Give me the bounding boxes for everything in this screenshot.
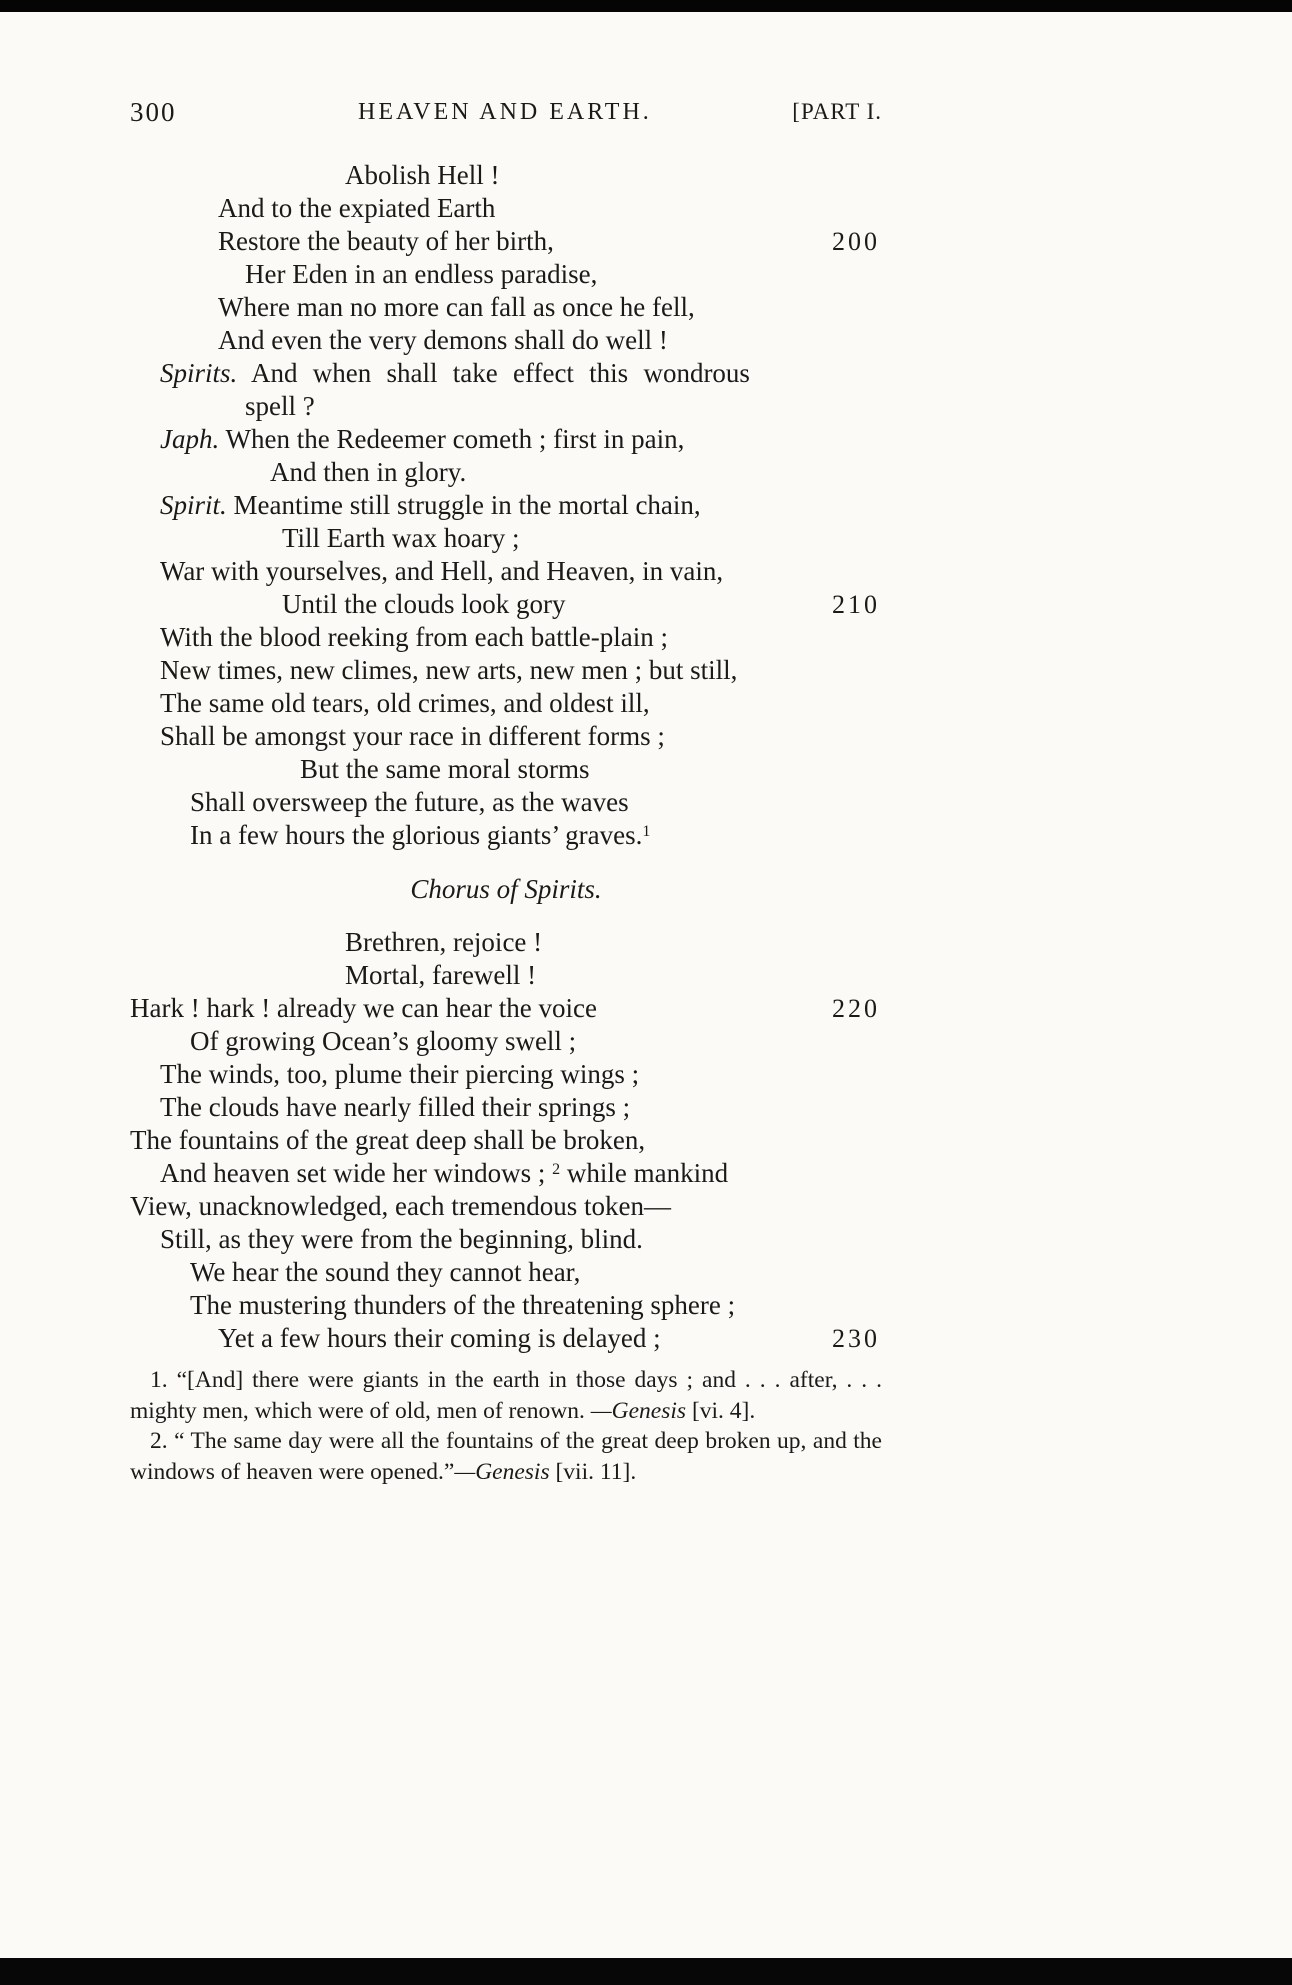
poem-line [130,959,882,992]
poem-line [130,1190,882,1223]
line-text: Her Eden in an endless paradise, [245,259,598,289]
poem-line [130,489,882,522]
line-text: spell ? [245,391,315,421]
line-text: The mustering thunders of the threatening sphere ; [190,1290,736,1320]
part-label: [PART I. [792,99,882,124]
footnote-text: [vii. 11]. [549,1458,637,1485]
line-text: Till Earth wax hoary ; [282,523,520,553]
speaker-label: Spirits. [160,358,238,388]
line-text: When the Redeemer cometh ; first in pain, [219,424,685,454]
poem-line [130,522,882,555]
line-text: With the blood reeking from each battle-plain ; [160,622,668,652]
poem-line [130,357,882,390]
footnote-text: “[And] there were giants in the earth in those days ; and . . . after, . . . mighty men, which were of old, men of renown. [130,1367,882,1424]
footnote-ref-1: 1 [642,823,651,840]
poem-line [130,588,882,621]
poem-line [130,555,882,588]
poem-line [130,654,882,687]
line-text: Abolish Hell ! [345,160,500,190]
footnote-number: 2. [150,1428,168,1454]
footnote-number: 1. [150,1367,168,1393]
footnote-text: “ The same day were all the fountains of the great deep broken up, and the windows of heaven were opened.” [130,1428,882,1485]
poem-line [130,720,882,753]
line-text: Of growing Ocean’s gloomy swell ; [190,1026,577,1056]
poem-chorus [130,926,882,1355]
line-text: Mortal, farewell ! [345,960,537,990]
footnote-2 [130,1426,882,1487]
poem-line [130,258,882,291]
poem-line [130,1289,882,1322]
footnote-text: [vi. 4]. [686,1397,756,1424]
speaker-label: Spirit. [160,490,227,520]
poem-line [130,687,882,720]
line-text: Shall oversweep the future, as the waves [190,787,629,817]
poem-line [130,291,882,324]
poem-line [130,1322,882,1355]
poem-line [130,992,882,1025]
line-text: while mankind [560,1158,729,1188]
line-text: The fountains of the great deep shall be broken, [130,1125,646,1155]
line-text: In a few hours the glorious giants’ graves. [190,820,643,850]
line-text: New times, new climes, new arts, new men ; but still, [160,655,738,685]
poem-line [130,819,882,852]
poem-line [130,1223,882,1256]
line-text: Meantime still struggle in the mortal chain, [226,490,701,520]
poem-line [130,1091,882,1124]
poem-line [130,1157,882,1190]
line-text: The same old tears, old crimes, and oldest ill, [160,688,650,718]
line-text: Brethren, rejoice ! [345,927,543,957]
poem-line [130,1124,882,1157]
line-text: And even the very demons shall do well ! [218,325,668,355]
scan-edge-bottom [0,1958,1292,1985]
footnote-citation: —Genesis [590,1397,687,1424]
chorus-heading: Chorus of Spirits. [410,874,602,904]
poem-line [130,225,882,258]
page-header [130,97,882,131]
line-text: And heaven set wide her windows ; [160,1158,553,1188]
footnote-1 [130,1365,882,1426]
line-number: 220 [832,994,880,1023]
footnotes-section [130,1365,882,1487]
poem-line [130,423,882,456]
line-text: And to the expiated Earth [218,193,496,223]
line-text: And then in glory. [270,457,467,487]
page-number: 300 [130,97,177,127]
line-number: 230 [832,1324,880,1353]
speaker-label: Japh. [160,424,220,454]
footnote-ref-2: 2 [552,1161,561,1178]
line-text: Still, as they were from the beginning, blind. [160,1224,643,1254]
line-text: Shall be amongst your race in different forms ; [160,721,665,751]
poem-line [130,1256,882,1289]
poem-line [130,1025,882,1058]
line-text: The clouds have nearly filled their springs ; [160,1092,631,1122]
line-text: Hark ! hark ! already we can hear the voice [130,993,597,1023]
line-text: We hear the sound they cannot hear, [190,1257,581,1287]
poem-line [130,753,882,786]
poem-line [130,390,882,423]
line-text: War with yourselves, and Hell, and Heaven, in vain, [160,556,724,586]
poem-line [130,192,882,225]
line-text: Where man no more can fall as once he fell, [218,292,695,322]
poem-stanza-1 [130,159,882,852]
line-text: Yet a few hours their coming is delayed ; [218,1323,661,1353]
line-number: 200 [832,227,880,256]
line-text: The winds, too, plume their piercing wings ; [160,1059,640,1089]
poem-line [130,456,882,489]
running-title: HEAVEN AND EARTH. [358,99,652,125]
poem-line [130,786,882,819]
line-text: Until the clouds look gory [282,589,566,619]
poem-line [130,1058,882,1091]
line-text: View, unacknowledged, each tremendous token— [130,1191,671,1221]
poem-line [130,621,882,654]
line-text: And when shall take effect this wondrous [237,358,750,388]
footnote-citation: —Genesis [454,1458,550,1485]
line-text: Restore the beauty of her birth, [218,226,554,256]
poem-line [130,926,882,959]
poem-line [130,159,882,192]
line-text: But the same moral storms [300,754,590,784]
line-number: 210 [832,590,880,619]
poem-line [130,324,882,357]
text-column [130,0,882,1487]
